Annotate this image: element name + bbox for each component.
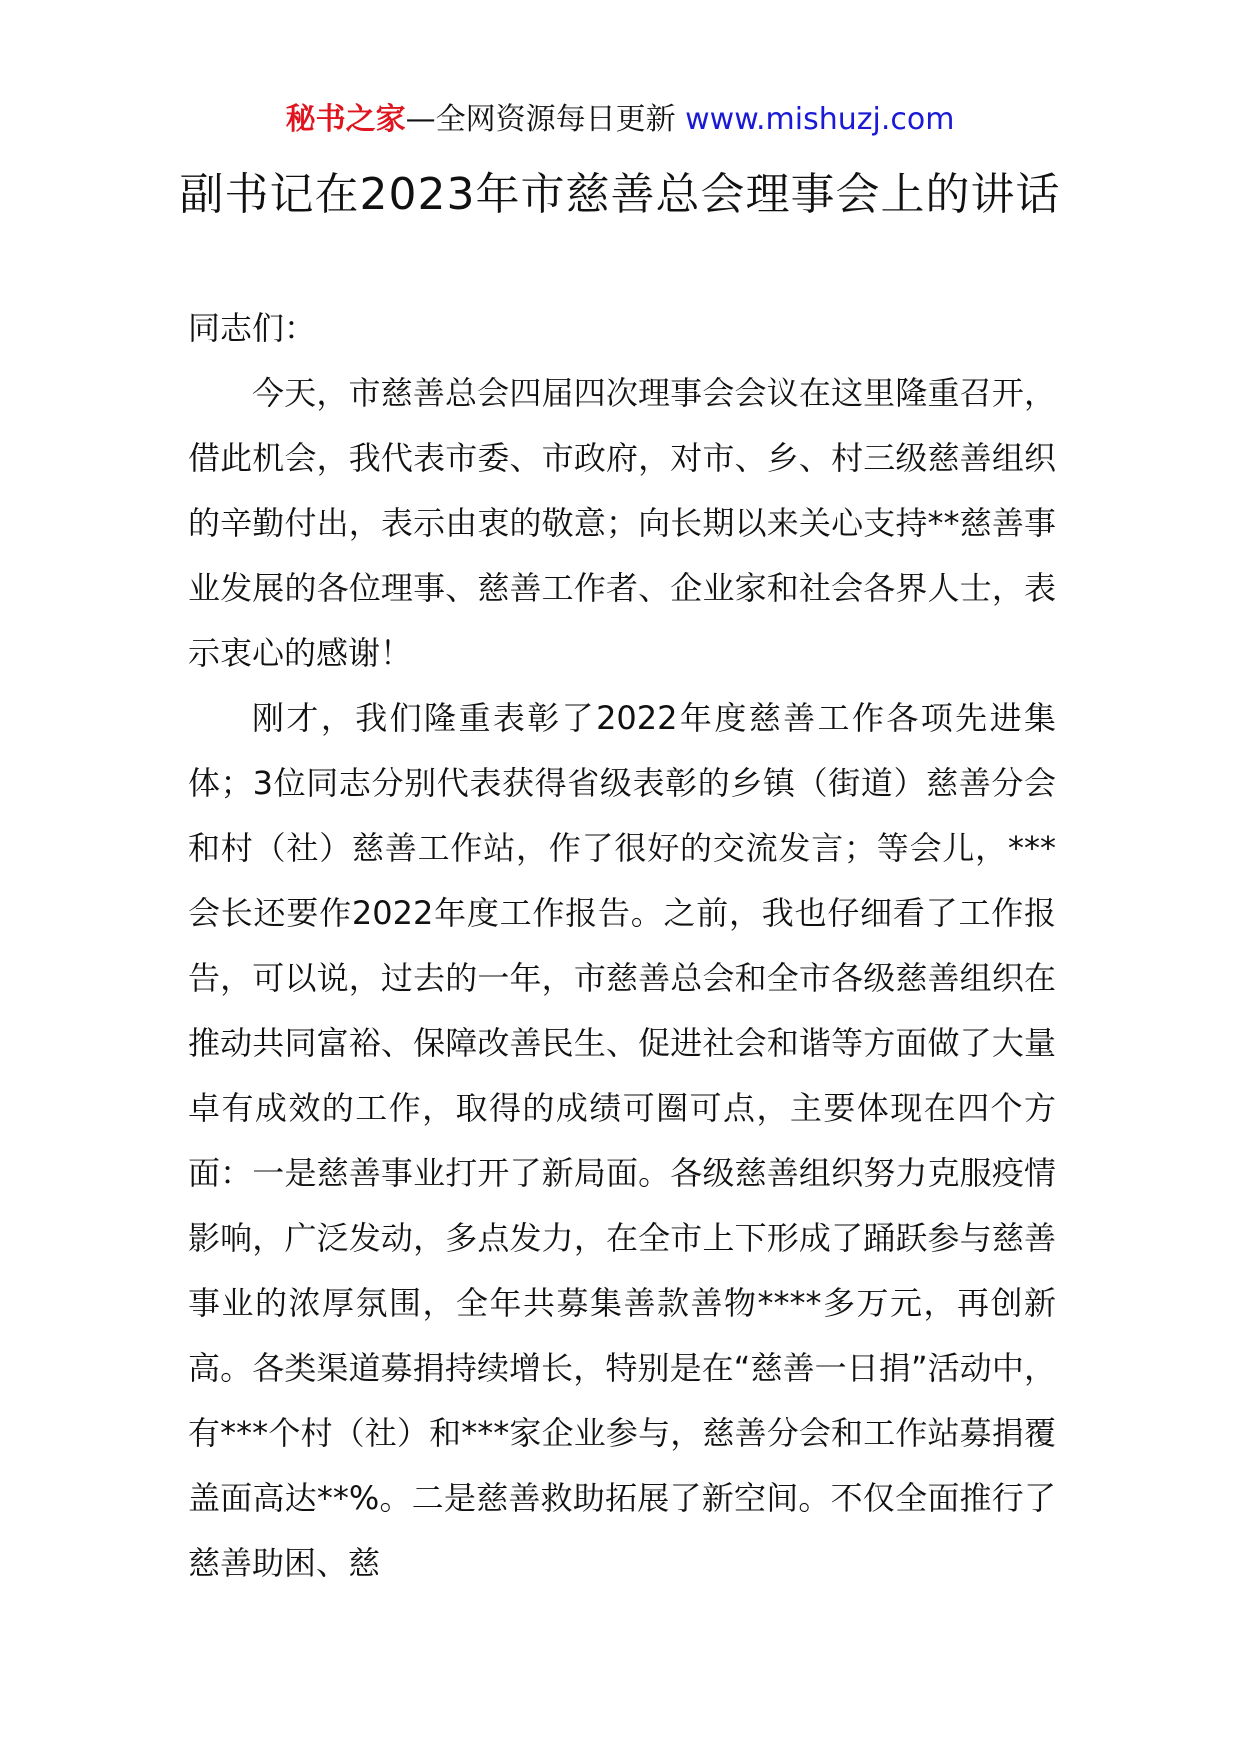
site-tagline: —全网资源每日更新: [405, 102, 686, 137]
salutation: 同志们：: [188, 309, 317, 347]
site-brand: 秘书之家: [285, 102, 406, 137]
document-title: 副书记在2023年市慈善总会理事会上的讲话: [179, 169, 1061, 220]
site-url-link[interactable]: www.mishuzj.com: [685, 102, 955, 137]
paragraph: 刚才，我们隆重表彰了2022年度慈善工作各项先进集体；3位同志分别代表获得省级表彰的乡镇（街道）慈善分会和村（社）慈善工作站，作了很好的交流发言；等会儿，***会长还要作2022年度工作报告。之前，我也仔细看了工作报告，可以说，过去的一年，市慈善总会和全市各级慈善组织在推动共同富裕、保障改善民生、促进社会和谐等方面做了大量卓有成效的工作，取得的成绩可圈可点，主要体现在四个方面：一是慈善事业打开了新局面。各级慈善组织努力克服疫情影响，广泛发动，多点发力，在全市上下形成了踊跃参与慈善事业的浓厚氛围，全年共募集善款善物****多万元，再创新高。各类渠道募捐持续增长，特别是在“慈善一日捐”活动中，有***个村（社）和***家企业参与，慈善分会和工作站募捐覆盖面高达**%。二是慈善救助拓展了新空间。不仅全面推行了慈善助困、慈: [188, 699, 1056, 1582]
document-body: [188, 296, 1056, 1596]
paragraph: 今天，市慈善总会四届四次理事会会议在这里隆重召开，借此机会，我代表市委、市政府，对市、乡、村三级慈善组织的辛勤付出，表示由衷的敬意；向长期以来关心支持**慈善事业发展的各位理事、慈善工作者、企业家和社会各界人士，表示衷心的感谢！: [188, 374, 1056, 672]
site-header: [0, 100, 1240, 140]
